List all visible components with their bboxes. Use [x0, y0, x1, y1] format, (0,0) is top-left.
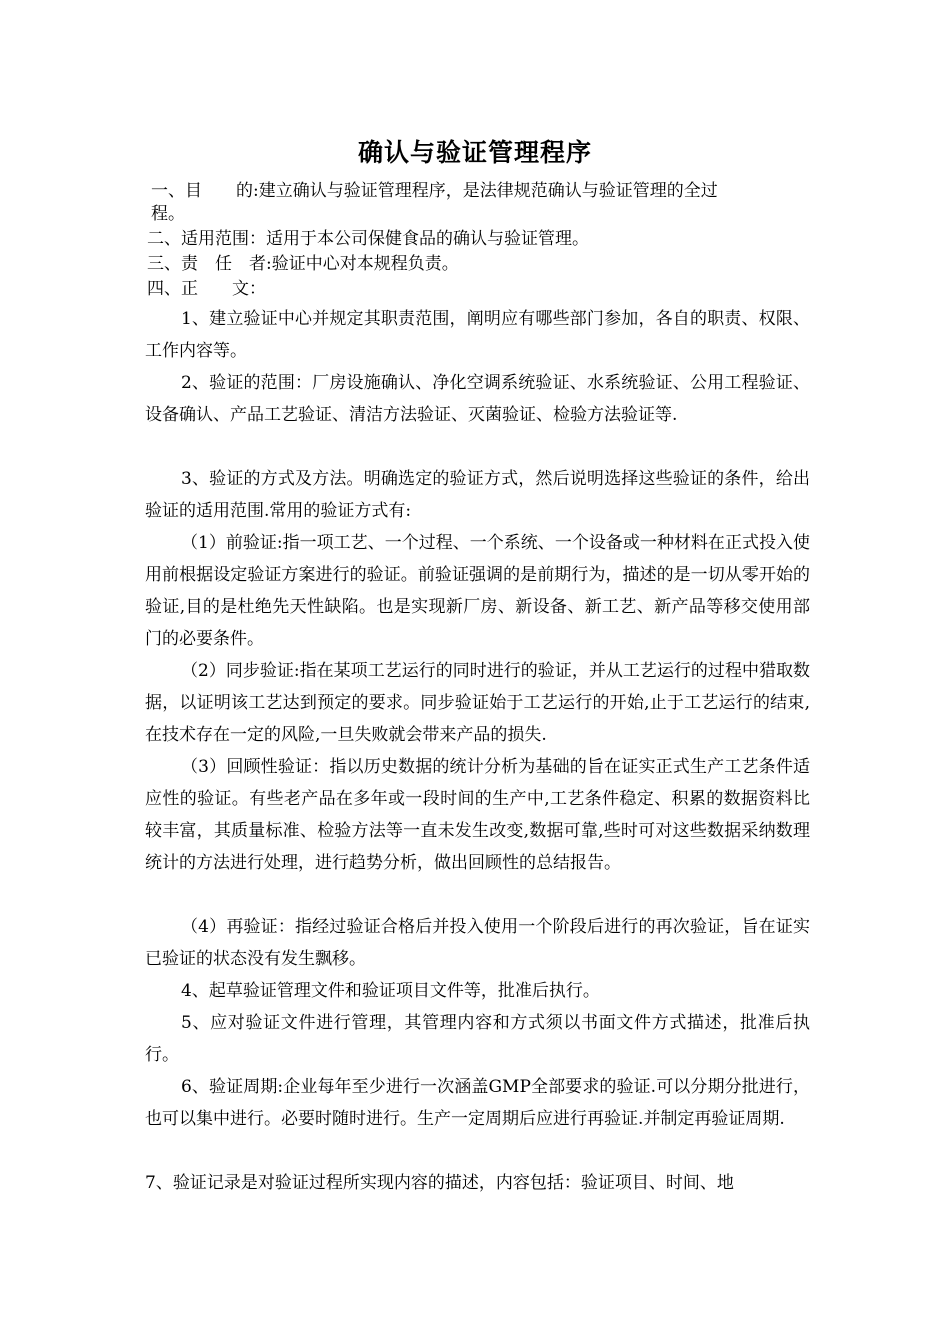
paragraph-3-4: （4）再验证：指经过验证合格后并投入使用一个阶段后进行的再次验证，旨在证实已验证的状态没有发生飘移。: [145, 917, 810, 969]
paragraph-5: 5、应对验证文件进行管理，其管理内容和方式须以书面文件方式描述，批准后执行。: [145, 1013, 810, 1065]
paragraph-3: 3、验证的方式及方法。明确选定的验证方式，然后说明选择这些验证的条件，给出验证的适用范围.常用的验证方式有:: [145, 469, 810, 521]
paragraph-3-3: （3）回顾性验证：指以历史数据的统计分析为基础的旨在证实正式生产工艺条件适应性的验证。有些老产品在多年或一段时间的生产中,工艺条件稳定、积累的数据资料比较丰富，其质量标准、检验方法等一直未发生改变,数据可靠,些时可对这些数据采纳数理统计的方法进行处理，进行趋势分析，做出回顾性的总结报告。: [145, 757, 810, 873]
section-responsible: 三、责 任 者:验证中心对本规程负责。: [147, 254, 459, 274]
paragraph-2: 2、验证的范围：厂房设施确认、净化空调系统验证、水系统验证、公用工程验证、设备确认、产品工艺验证、清洁方法验证、灭菌验证、检验方法验证等.: [145, 373, 810, 425]
paragraph-6: 6、验证周期:企业每年至少进行一次涵盖GMP全部要求的验证.可以分期分批进行，也可以集中进行。必要时随时进行。生产一定周期后应进行再验证.并制定再验证周期.: [145, 1077, 810, 1129]
page-title: 确认与验证管理程序: [357, 138, 592, 167]
section-body-heading: 四、正 文：: [147, 279, 266, 299]
section-purpose-continued: 程。: [151, 204, 185, 224]
paragraph-3-2: （2）同步验证:指在某项工艺运行的同时进行的验证，并从工艺运行的过程中猎取数据，以证明该工艺达到预定的要求。同步验证始于工艺运行的开始,止于工艺运行的结束,在技术存在一定的风险,一旦失败就会带来产品的损失.: [145, 661, 810, 745]
paragraph-7: 7、验证记录是对验证过程所实现内容的描述，内容包括：验证项目、时间、地: [145, 1173, 734, 1193]
paragraph-3-1: （1）前验证:指一项工艺、一个过程、一个系统、一个设备或一种材料在正式投入使用前根据设定验证方案进行的验证。前验证强调的是前期行为，描述的是一切从零开始的验证,目的是杜绝先天性缺陷。也是实现新厂房、新设备、新工艺、新产品等移交使用部门的必要条件。: [145, 533, 810, 649]
paragraph-1: 1、建立验证中心并规定其职责范围，阐明应有哪些部门参加，各自的职责、权限、工作内容等。: [145, 309, 810, 361]
section-scope: 二、适用范围：适用于本公司保健食品的确认与验证管理。: [147, 229, 589, 249]
section-purpose: 一、目 的:建立确认与验证管理程序，是法律规范确认与验证管理的全过: [151, 181, 718, 201]
paragraph-4: 4、起草验证管理文件和验证项目文件等，批准后执行。: [181, 981, 600, 1001]
